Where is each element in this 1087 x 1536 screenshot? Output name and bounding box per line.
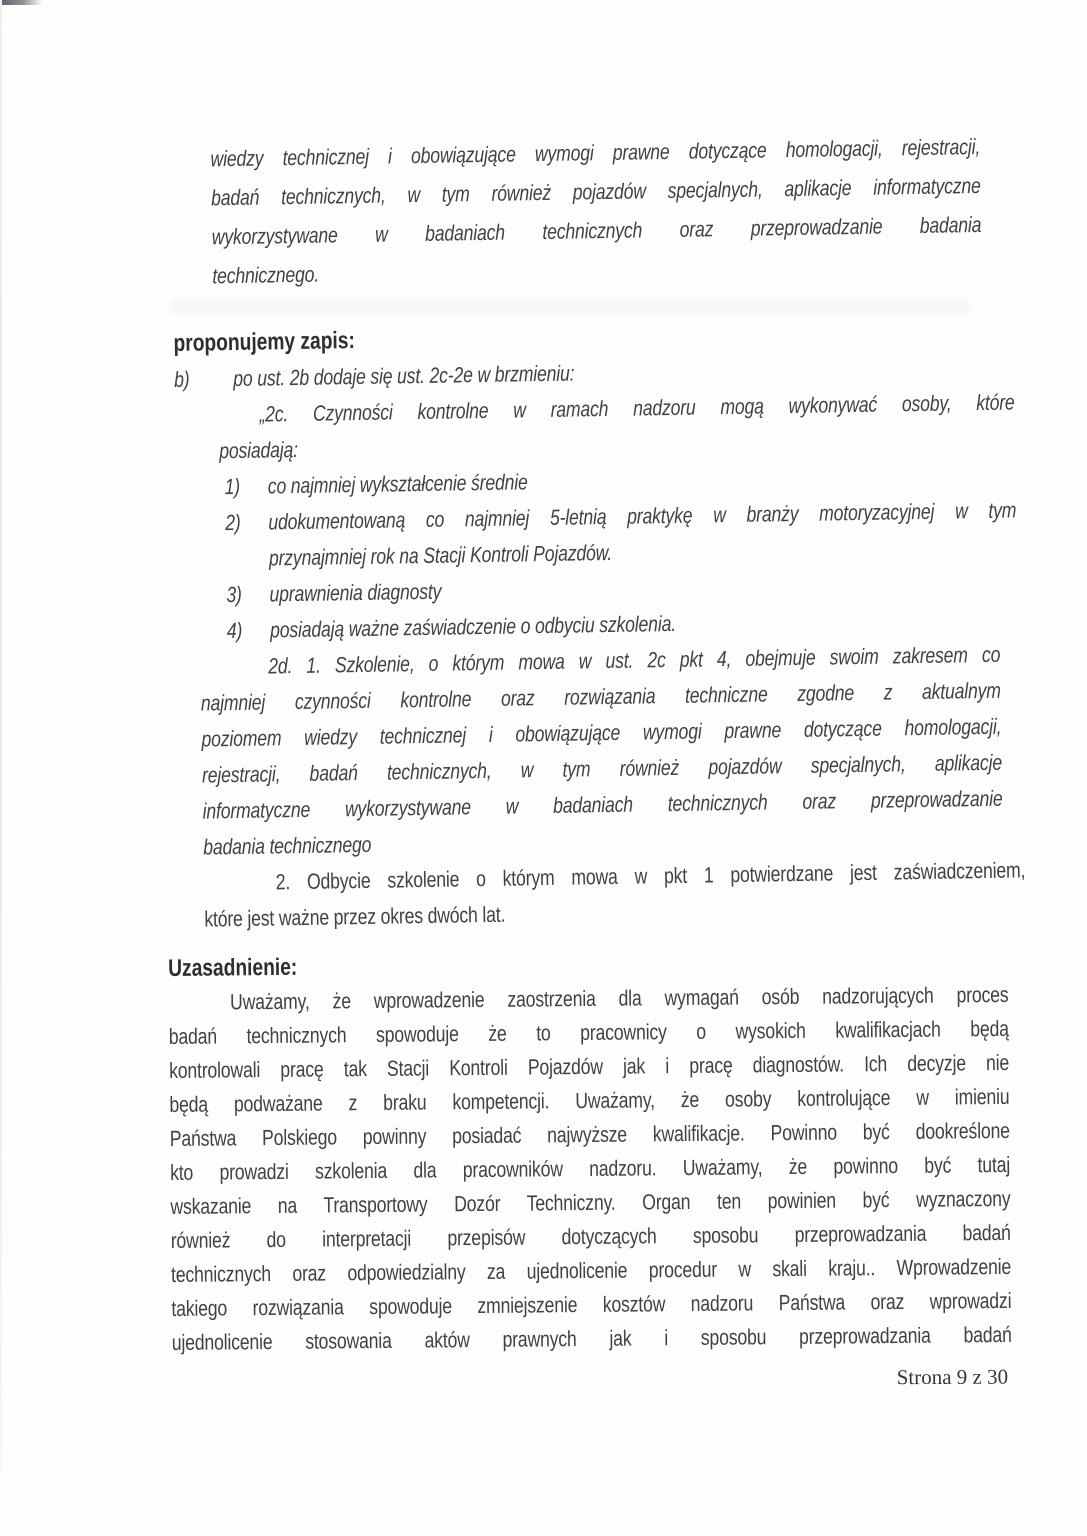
- text-line: ujednolicenie stosowania aktów prawnych jak i sposobu przeprowadzania badań: [171, 1321, 1012, 1355]
- justification-heading: Uzasadnienie:: [168, 953, 298, 982]
- provision-2d-paragraph: [200, 637, 1003, 866]
- scan-edge-artifact: [0, 0, 42, 5]
- justification-section: [168, 944, 1012, 1360]
- text-line: również do interpretacji przepisów dotyczących sposobu przeprowadzania badań: [170, 1219, 1011, 1253]
- text-line: rejestracji, badań technicznych, w tym również pojazdów specjalnych, aplikacje: [201, 749, 1003, 788]
- text-line: wiedzy technicznej i obowiązujące wymogi prawne dotyczące homologacji, rejestracji,: [210, 133, 981, 172]
- document-upper-section: [168, 0, 1026, 938]
- text-line: udokumentowaną co najmniej 5-letnią praktykę w branży motoryzacyjnej w tym: [268, 497, 1017, 535]
- proposal-heading: proponujemy zapis:: [173, 327, 356, 357]
- text-line: badania technicznego: [203, 831, 372, 860]
- list-marker: 1): [224, 473, 241, 500]
- list-marker: b): [173, 366, 190, 392]
- text-line: najmniej czynności kontrolne oraz rozwiązania techniczne zgodne z aktualnym: [200, 677, 1001, 716]
- page-number: Strona 9 z 30: [896, 1364, 1009, 1390]
- text-line: które jest ważne przez okres dwóch lat.: [204, 901, 506, 932]
- text-line: badań technicznych spowoduje że to pracownicy o wysokich kwalifikacjach będą: [168, 1015, 1009, 1049]
- text-line: przynajmniej rok na Stacji Kontroli Pojazdów.: [268, 539, 613, 571]
- text-line: wykorzystywane w badaniach technicznych oraz przeprowadzanie badania: [211, 211, 982, 250]
- text-line: 2d. 1. Szkolenie, o którym mowa w ust. 2c pkt 4, obejmuje swoim zakresem co: [268, 641, 1001, 679]
- text-line: takiego rozwiązania spowoduje zmniejszenie kosztów nadzoru Państwa oraz wprowadzi: [171, 1287, 1012, 1321]
- text-line: kontrolowali pracę tak Stacji Kontroli Pojazdów jak i pracę diagnostów. Ich decyzje nie: [169, 1049, 1010, 1083]
- text-line: wskazanie na Transportowy Dozór Techniczny. Organ ten powinien być wyznaczony: [170, 1185, 1011, 1219]
- numbered-list: [224, 456, 1018, 649]
- point-2-paragraph: [204, 852, 1027, 937]
- text-line: posiadają:: [219, 436, 299, 464]
- text-line: technicznych oraz odpowiedzialny za ujednolicenie procedur w skali kraju.. Wprowadzenie: [170, 1253, 1012, 1287]
- text-line: „2c. Czynności kontrolne w ramach nadzoru mogą wykonywać osoby, które: [259, 389, 1015, 427]
- text-line: kto prowadzi szkolenia dla pracowników nadzoru. Uważamy, że powinno być tutaj: [169, 1151, 1011, 1185]
- text-line: informatyczne wykorzystywane w badaniach technicznych oraz przeprowadzanie: [202, 785, 1003, 824]
- text-line: badań technicznych, w tym również pojazdów specjalnych, aplikacje informatyczne: [210, 172, 981, 211]
- list-item: [225, 492, 1017, 577]
- text-line: posiadają ważne zaświadczenie o odbyciu szkolenia.: [269, 610, 677, 643]
- list-marker: 4): [226, 617, 243, 644]
- scan-left-edge-line: [0, 0, 2, 1470]
- text-line: 2. Odbycie szkolenie o którym mowa w pkt 1 potwierdzane jest zaświadczeniem,: [275, 857, 1026, 895]
- text-line: po ust. 2b dodaje się ust. 2c-2e w brzmieniu:: [233, 360, 575, 391]
- text-line: technicznego.: [212, 261, 320, 289]
- text-line: Państwa Polskiego powinny posiadać najwyższe kwalifikacje. Powinno być dookreślone: [169, 1117, 1010, 1151]
- text-line: Uważamy, że wprowadzenie zaostrzenia dla wymagań osób nadzorujących proces: [229, 981, 1009, 1015]
- intro-paragraph: [210, 127, 982, 295]
- list-marker: 2): [224, 509, 241, 536]
- text-line: co najmniej wykształcenie średnie: [267, 469, 528, 499]
- quoted-provision-2c: [218, 384, 1015, 469]
- justification-paragraph: [168, 978, 1012, 1360]
- list-marker: 3): [226, 581, 242, 608]
- text-line: poziomem wiedzy technicznej i obowiązujące wymogi prawne dotyczące homologacji,: [201, 713, 1002, 752]
- text-line: uprawnienia diagnosty: [269, 578, 442, 607]
- text-line: będą podważane z braku kompetencji. Uważamy, że osoby kontrolujące w imieniu: [169, 1083, 1010, 1117]
